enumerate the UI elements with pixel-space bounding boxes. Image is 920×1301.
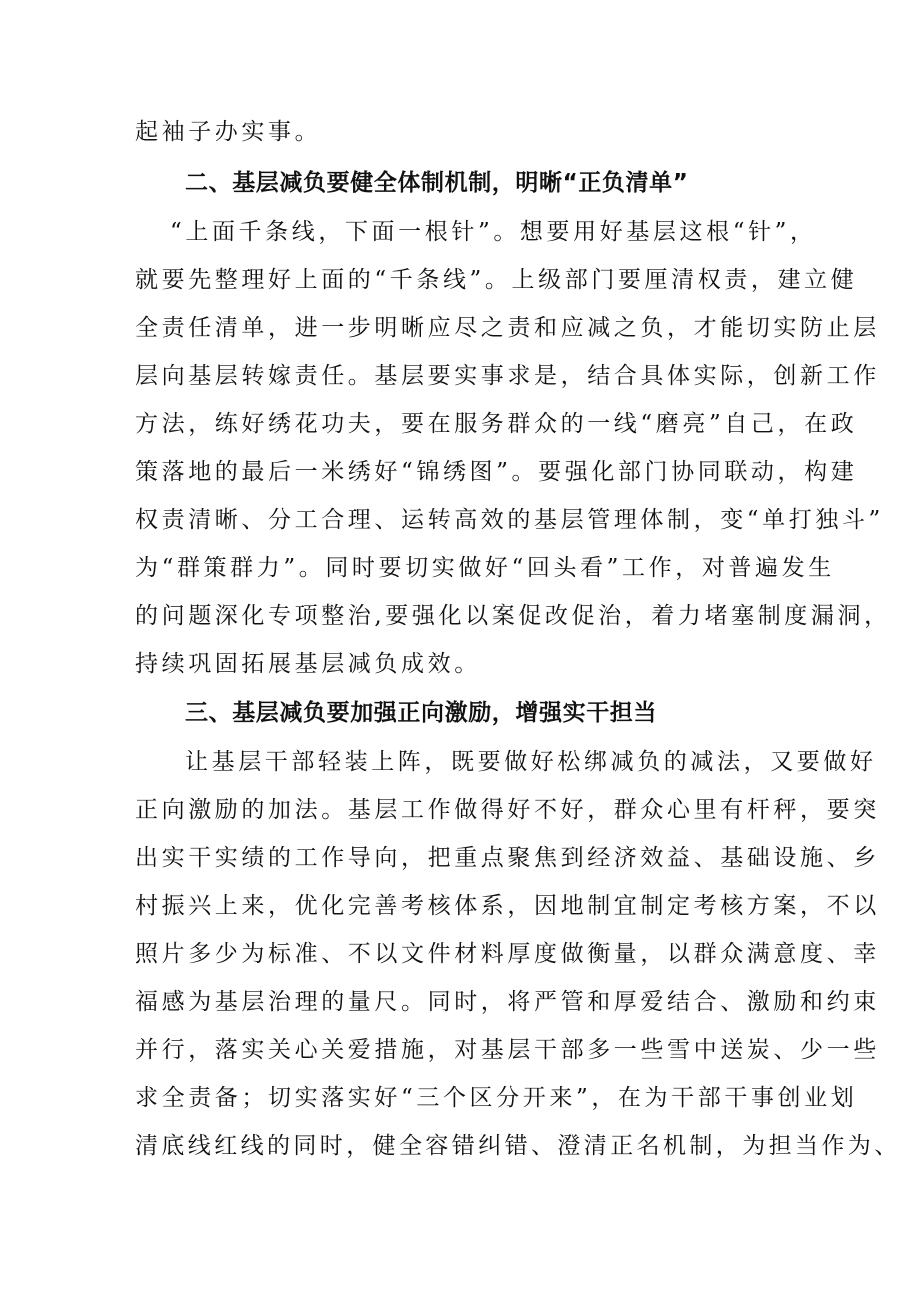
paragraph-line: 照片多少为标准、不以文件材料厚度做衡量，以群众满意度、幸 — [135, 941, 880, 967]
paragraph-line: 为“群策群力”。同时要切实做好“回头看”工作，对普遍发生 — [135, 555, 835, 581]
section-heading: 二、基层减负要健全体制机制，明晰“正负清单” — [185, 170, 689, 196]
paragraph-line: 全责任清单，进一步明晰应尽之责和应减之负，才能切实防止层 — [135, 315, 880, 341]
paragraph-line: 策落地的最后一米绣好“锦绣图”。要强化部门协同联动，构建 — [135, 459, 858, 485]
paragraph-line: 层向基层转嫁责任。基层要实事求是，结合具体实际，创新工作 — [135, 363, 880, 389]
paragraph-line: 求全责备；切实落实好“三个区分开来”，在为干部干事创业划 — [135, 1085, 858, 1111]
paragraph-line: 起袖子办实事。 — [135, 119, 322, 145]
paragraph-line: 持续巩固拓展基层减负成效。 — [135, 651, 481, 677]
paragraph-line: “上面千条线，下面一根针”。想要用好基层这根“针”， — [170, 219, 817, 245]
paragraph-line: 就要先整理好上面的“千条线”。上级部门要厘清权责，建立健 — [135, 267, 858, 293]
paragraph-line: 村振兴上来，优化完善考核体系，因地制宜制定考核方案，不以 — [135, 893, 880, 919]
paragraph-line: 权责清晰、分工合理、运转高效的基层管理体制，变“单打独斗” — [135, 507, 884, 533]
paragraph-line: 清底线红线的同时，健全容错纠错、澄清正名机制，为担当作为、 — [135, 1133, 901, 1159]
paragraph-line: 让基层干部轻装上阵，既要做好松绑减负的减法，又要做好 — [185, 749, 877, 775]
paragraph-line: 正向激励的加法。基层工作做得好不好，群众心里有杆秤，要突 — [135, 797, 880, 823]
paragraph-line: 出实干实绩的工作导向，把重点聚焦到经济效益、基础设施、乡 — [135, 845, 880, 871]
paragraph-line: 方法，练好绣花功夫，要在服务群众的一线“磨亮”自己，在政 — [135, 411, 858, 437]
paragraph-line: 的问题深化专项整治,要强化以案促改促治，着力堵塞制度漏洞， — [135, 603, 891, 629]
section-heading: 三、基层减负要加强正向激励，增强实干担当 — [185, 700, 657, 726]
paragraph-line: 福感为基层治理的量尺。同时，将严管和厚爱结合、激励和约束 — [135, 989, 880, 1015]
paragraph-line: 并行，落实关心关爱措施，对基层干部多一些雪中送炭、少一些 — [135, 1037, 880, 1063]
